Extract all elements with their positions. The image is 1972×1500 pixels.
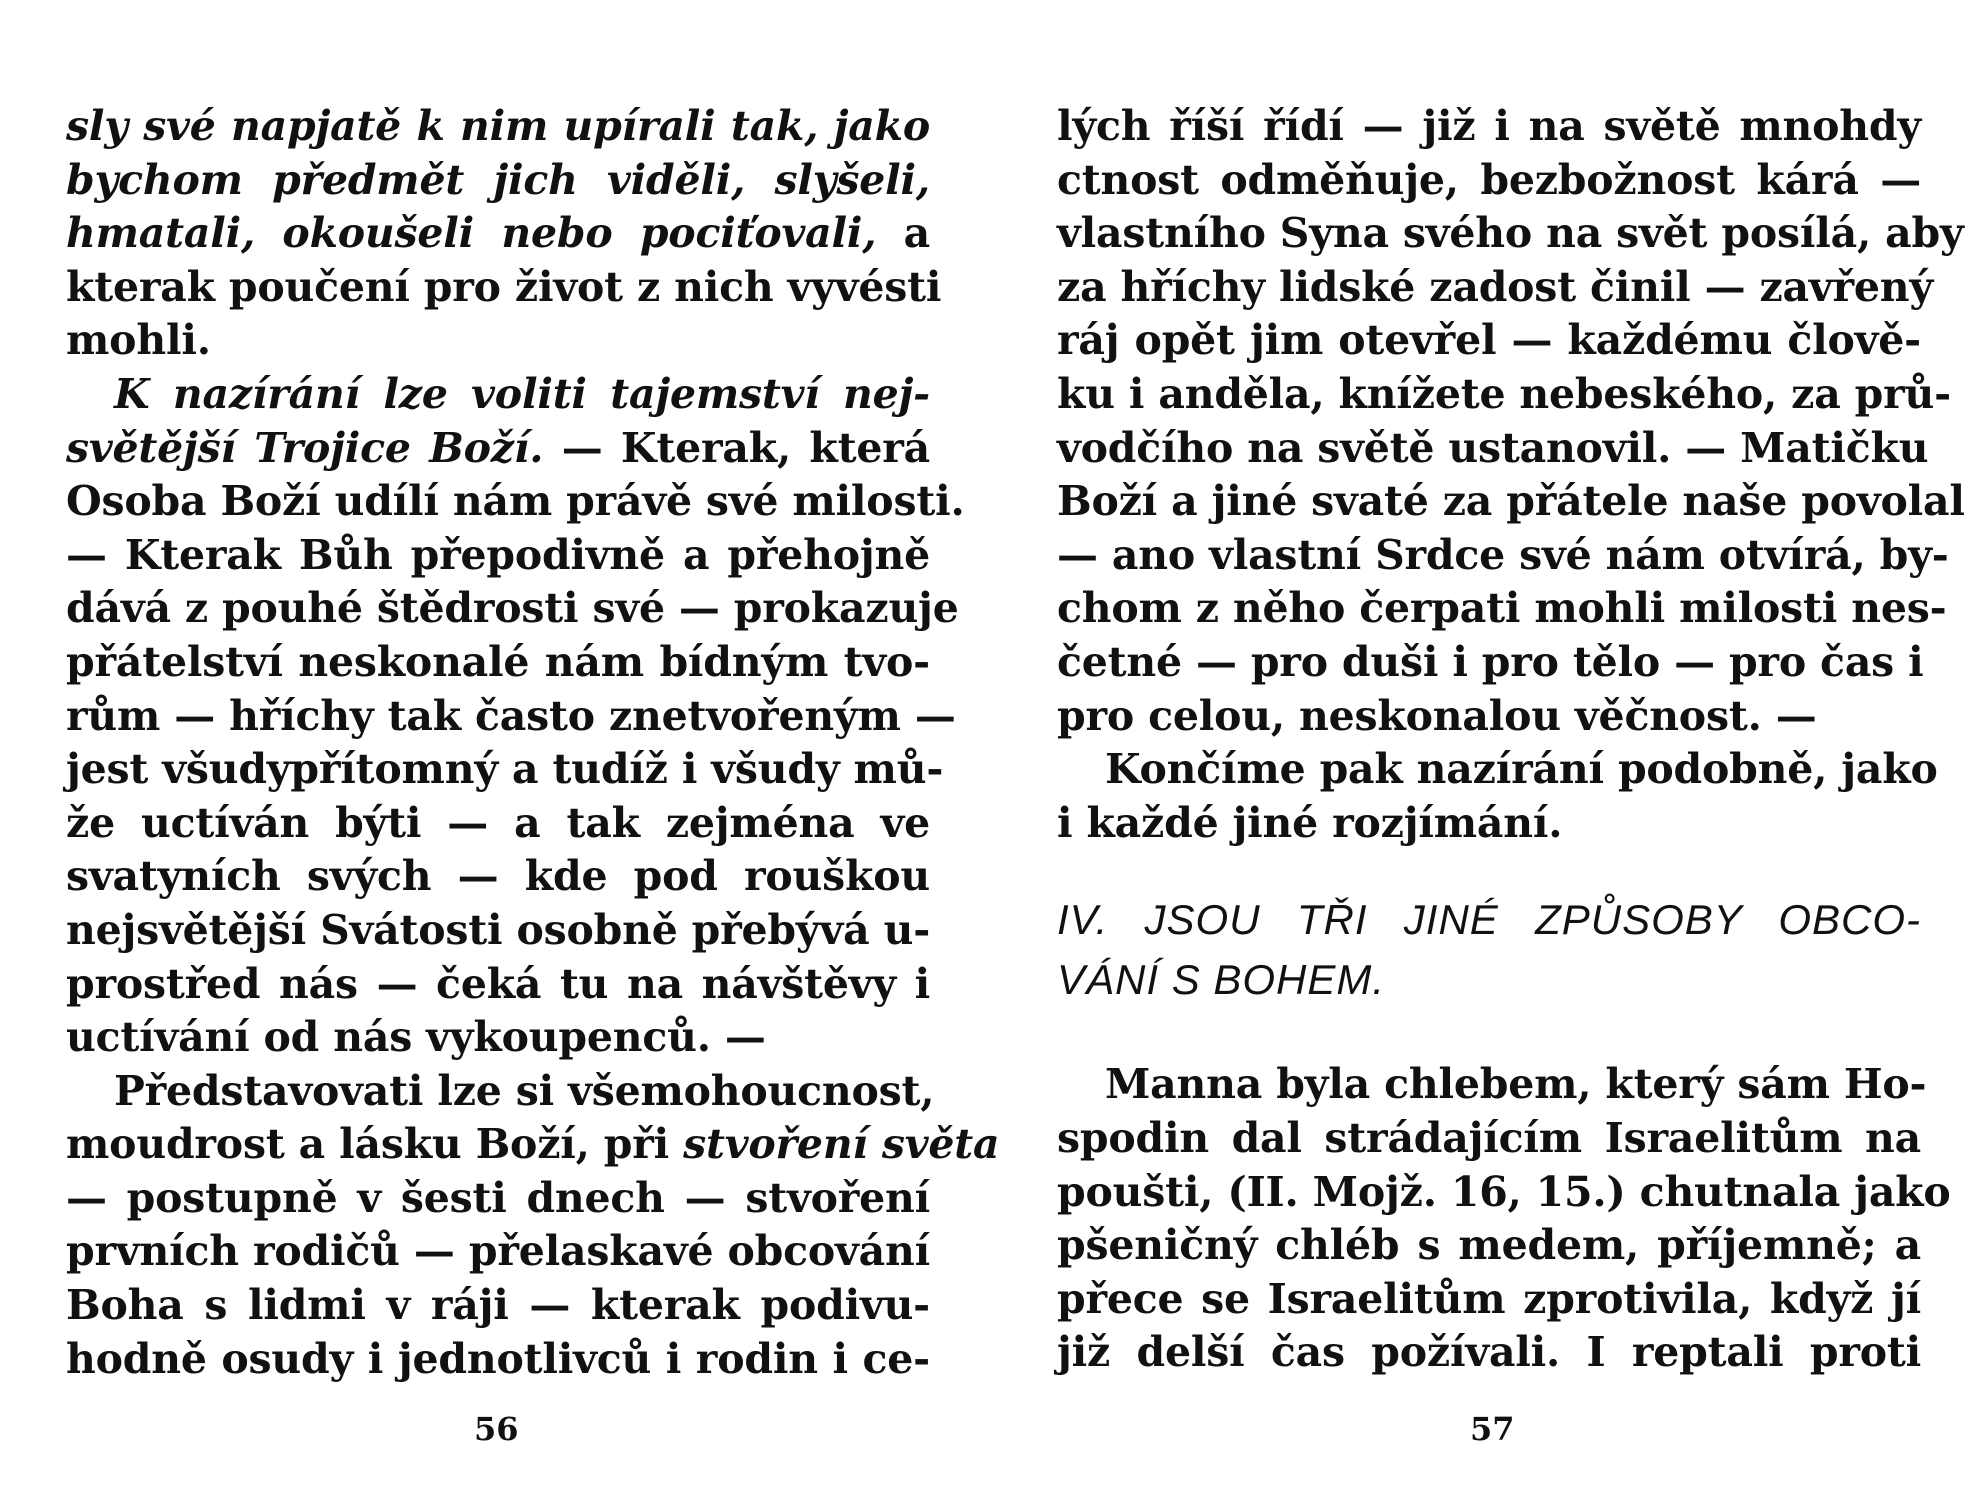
text-segment: Končíme pak nazírání podobně, jako — [1105, 745, 1938, 794]
text-segment: a — [876, 209, 930, 258]
text-line — [66, 850, 930, 904]
text-line — [66, 314, 930, 368]
text-segment: ku i anděla, knížete nebeského, za prů- — [1057, 369, 1951, 418]
text-line — [66, 368, 930, 422]
text-line — [66, 1118, 1000, 1172]
text-line — [66, 154, 930, 208]
text-segment: ráj opět jim otevřel — každému člově- — [1057, 316, 1921, 365]
text-segment: i každé jiné rozjímání. — [1057, 798, 1563, 847]
text-line — [66, 422, 930, 476]
text-segment: pro celou, neskonalou věčnost. — — [1057, 691, 1817, 740]
text-line — [66, 1225, 930, 1279]
text-line — [66, 529, 930, 583]
text-line — [66, 207, 930, 261]
section-heading — [1057, 890, 1921, 1010]
text-line — [1057, 314, 1921, 368]
text-line — [1057, 154, 1921, 208]
section-heading-line-1: IV. JSOU TŘI JINÉ ZPŮSOBY OBCO- — [1057, 896, 1921, 944]
text-line — [66, 1172, 930, 1226]
text-segment: jest všudypřítomný a tudíž i všudy mů- — [66, 745, 944, 794]
page-number-right: 57 — [1470, 1410, 1515, 1448]
text-line — [1057, 261, 1934, 315]
text-line — [1057, 582, 1947, 636]
text-line — [66, 261, 942, 315]
text-line — [1057, 529, 1949, 583]
text-line — [1057, 1273, 1921, 1327]
left-page-text — [66, 100, 1000, 1386]
text-line — [1057, 1166, 1951, 1220]
left-page — [66, 100, 1000, 1386]
text-segment: pšeničný chléb s medem, příjemně; a — [1057, 1221, 1921, 1270]
text-line — [66, 958, 930, 1012]
italic-text-segment: K nazírání lze voliti tajemství nej- — [114, 369, 930, 418]
text-segment: — ano vlastní Srdce své nám otvírá, by- — [1057, 530, 1949, 579]
right-page-text-bottom — [1057, 1058, 1951, 1380]
text-segment: četné — pro duši i pro tělo — pro čas i — [1057, 637, 1924, 686]
italic-text-segment: světější Trojice Boží. — [66, 423, 544, 472]
text-segment: Osoba Boží udílí nám právě své milosti. — [66, 477, 965, 526]
section-heading-line-2: VÁNÍ S BOHEM. — [1057, 956, 1386, 1004]
text-line — [1057, 1112, 1921, 1166]
text-segment: moudrost a lásku Boží, při — [66, 1120, 684, 1169]
text-segment: Boha s lidmi v ráji — kterak podivu- — [66, 1281, 930, 1330]
text-line — [1057, 1058, 1927, 1112]
text-line — [1057, 636, 1924, 690]
text-line — [1057, 1219, 1921, 1273]
text-line — [1057, 690, 1921, 744]
text-line — [1057, 368, 1951, 422]
italic-text-segment: bychom předmět jich viděli, slyšeli, — [66, 155, 930, 204]
text-segment: přece se Israelitům zprotivila, když jí — [1057, 1274, 1921, 1323]
text-segment: mohli. — [66, 316, 211, 365]
text-line — [66, 636, 930, 690]
text-segment: uctívání od nás vykoupenců. — — [66, 1013, 766, 1062]
text-line — [1057, 475, 1965, 529]
text-segment: — postupně v šesti dnech — stvoření — [66, 1173, 930, 1222]
text-segment: spodin dal strádajícím Israelitům na — [1057, 1113, 1921, 1162]
text-segment: poušti, (II. Mojž. 16, 15.) chutnala jako — [1057, 1167, 1951, 1216]
text-segment: přátelství neskonalé nám bídným tvo- — [66, 637, 930, 686]
text-segment: svatyních svých — kde pod rouškou — [66, 852, 930, 901]
text-segment: vodčího na světě ustanovil. — Matičku — [1057, 423, 1929, 472]
text-line — [1057, 797, 1921, 851]
text-line — [66, 1279, 930, 1333]
text-line — [66, 1333, 930, 1387]
text-line — [66, 904, 930, 958]
text-segment: ctnost odměňuje, bezbožnost kárá — — [1057, 155, 1921, 204]
page-number-left: 56 — [474, 1410, 519, 1448]
text-segment: kterak poučení pro život z nich vyvésti — [66, 262, 942, 311]
text-line — [66, 100, 930, 154]
text-line — [1057, 207, 1964, 261]
text-segment: prvních rodičů — přelaskavé obcování — [66, 1227, 930, 1276]
text-line — [66, 1011, 930, 1065]
text-line — [66, 582, 959, 636]
text-segment: vlastního Syna svého na svět posílá, aby — [1057, 209, 1964, 258]
text-segment: nejsvětější Svátosti osobně přebývá u- — [66, 905, 931, 954]
text-segment: dává z pouhé štědrosti své — prokazuje — [66, 584, 959, 633]
text-line — [66, 797, 930, 851]
text-line — [66, 1065, 935, 1119]
text-line — [66, 690, 956, 744]
text-line — [1057, 100, 1921, 154]
text-line — [66, 475, 965, 529]
text-segment: Manna byla chlebem, který sám Ho- — [1105, 1060, 1927, 1109]
text-segment: že uctíván býti — a tak zejména ve — [66, 798, 930, 847]
text-line — [66, 743, 944, 797]
text-segment: prostřed nás — čeká tu na návštěvy i — [66, 959, 930, 1008]
italic-text-segment: sly své napjatě k nim upírali tak, jako — [66, 102, 930, 150]
text-segment: již delší čas požívali. I reptali proti — [1057, 1328, 1921, 1377]
text-segment: — Kterak Bůh přepodivně a přehojně — [66, 530, 930, 579]
italic-text-segment: stvoření světa — [683, 1120, 1000, 1169]
text-segment: Představovati lze si všemohoucnost, — [114, 1066, 935, 1115]
text-segment: lých říší řídí — již i na světě mnohdy — [1057, 102, 1921, 150]
text-segment: chom z něho čerpati mohli milosti nes- — [1057, 584, 1947, 633]
italic-text-segment: hmatali, okoušeli nebo pociťovali, — [66, 209, 877, 258]
text-line — [1057, 422, 1929, 476]
text-segment: — Kterak, která — [543, 423, 930, 472]
text-segment: rům — hříchy tak často znetvořeným — — [66, 691, 956, 740]
right-page-text-top — [1057, 100, 1965, 850]
text-line — [1057, 743, 1938, 797]
right-page — [1057, 100, 1965, 1380]
text-segment: Boží a jiné svaté za přátele naše povolal — [1057, 477, 1965, 526]
text-line — [1057, 1326, 1921, 1380]
text-segment: hodně osudy i jednotlivců i rodin i ce- — [66, 1334, 930, 1383]
text-segment: za hříchy lidské zadost činil — zavřený — [1057, 262, 1934, 311]
